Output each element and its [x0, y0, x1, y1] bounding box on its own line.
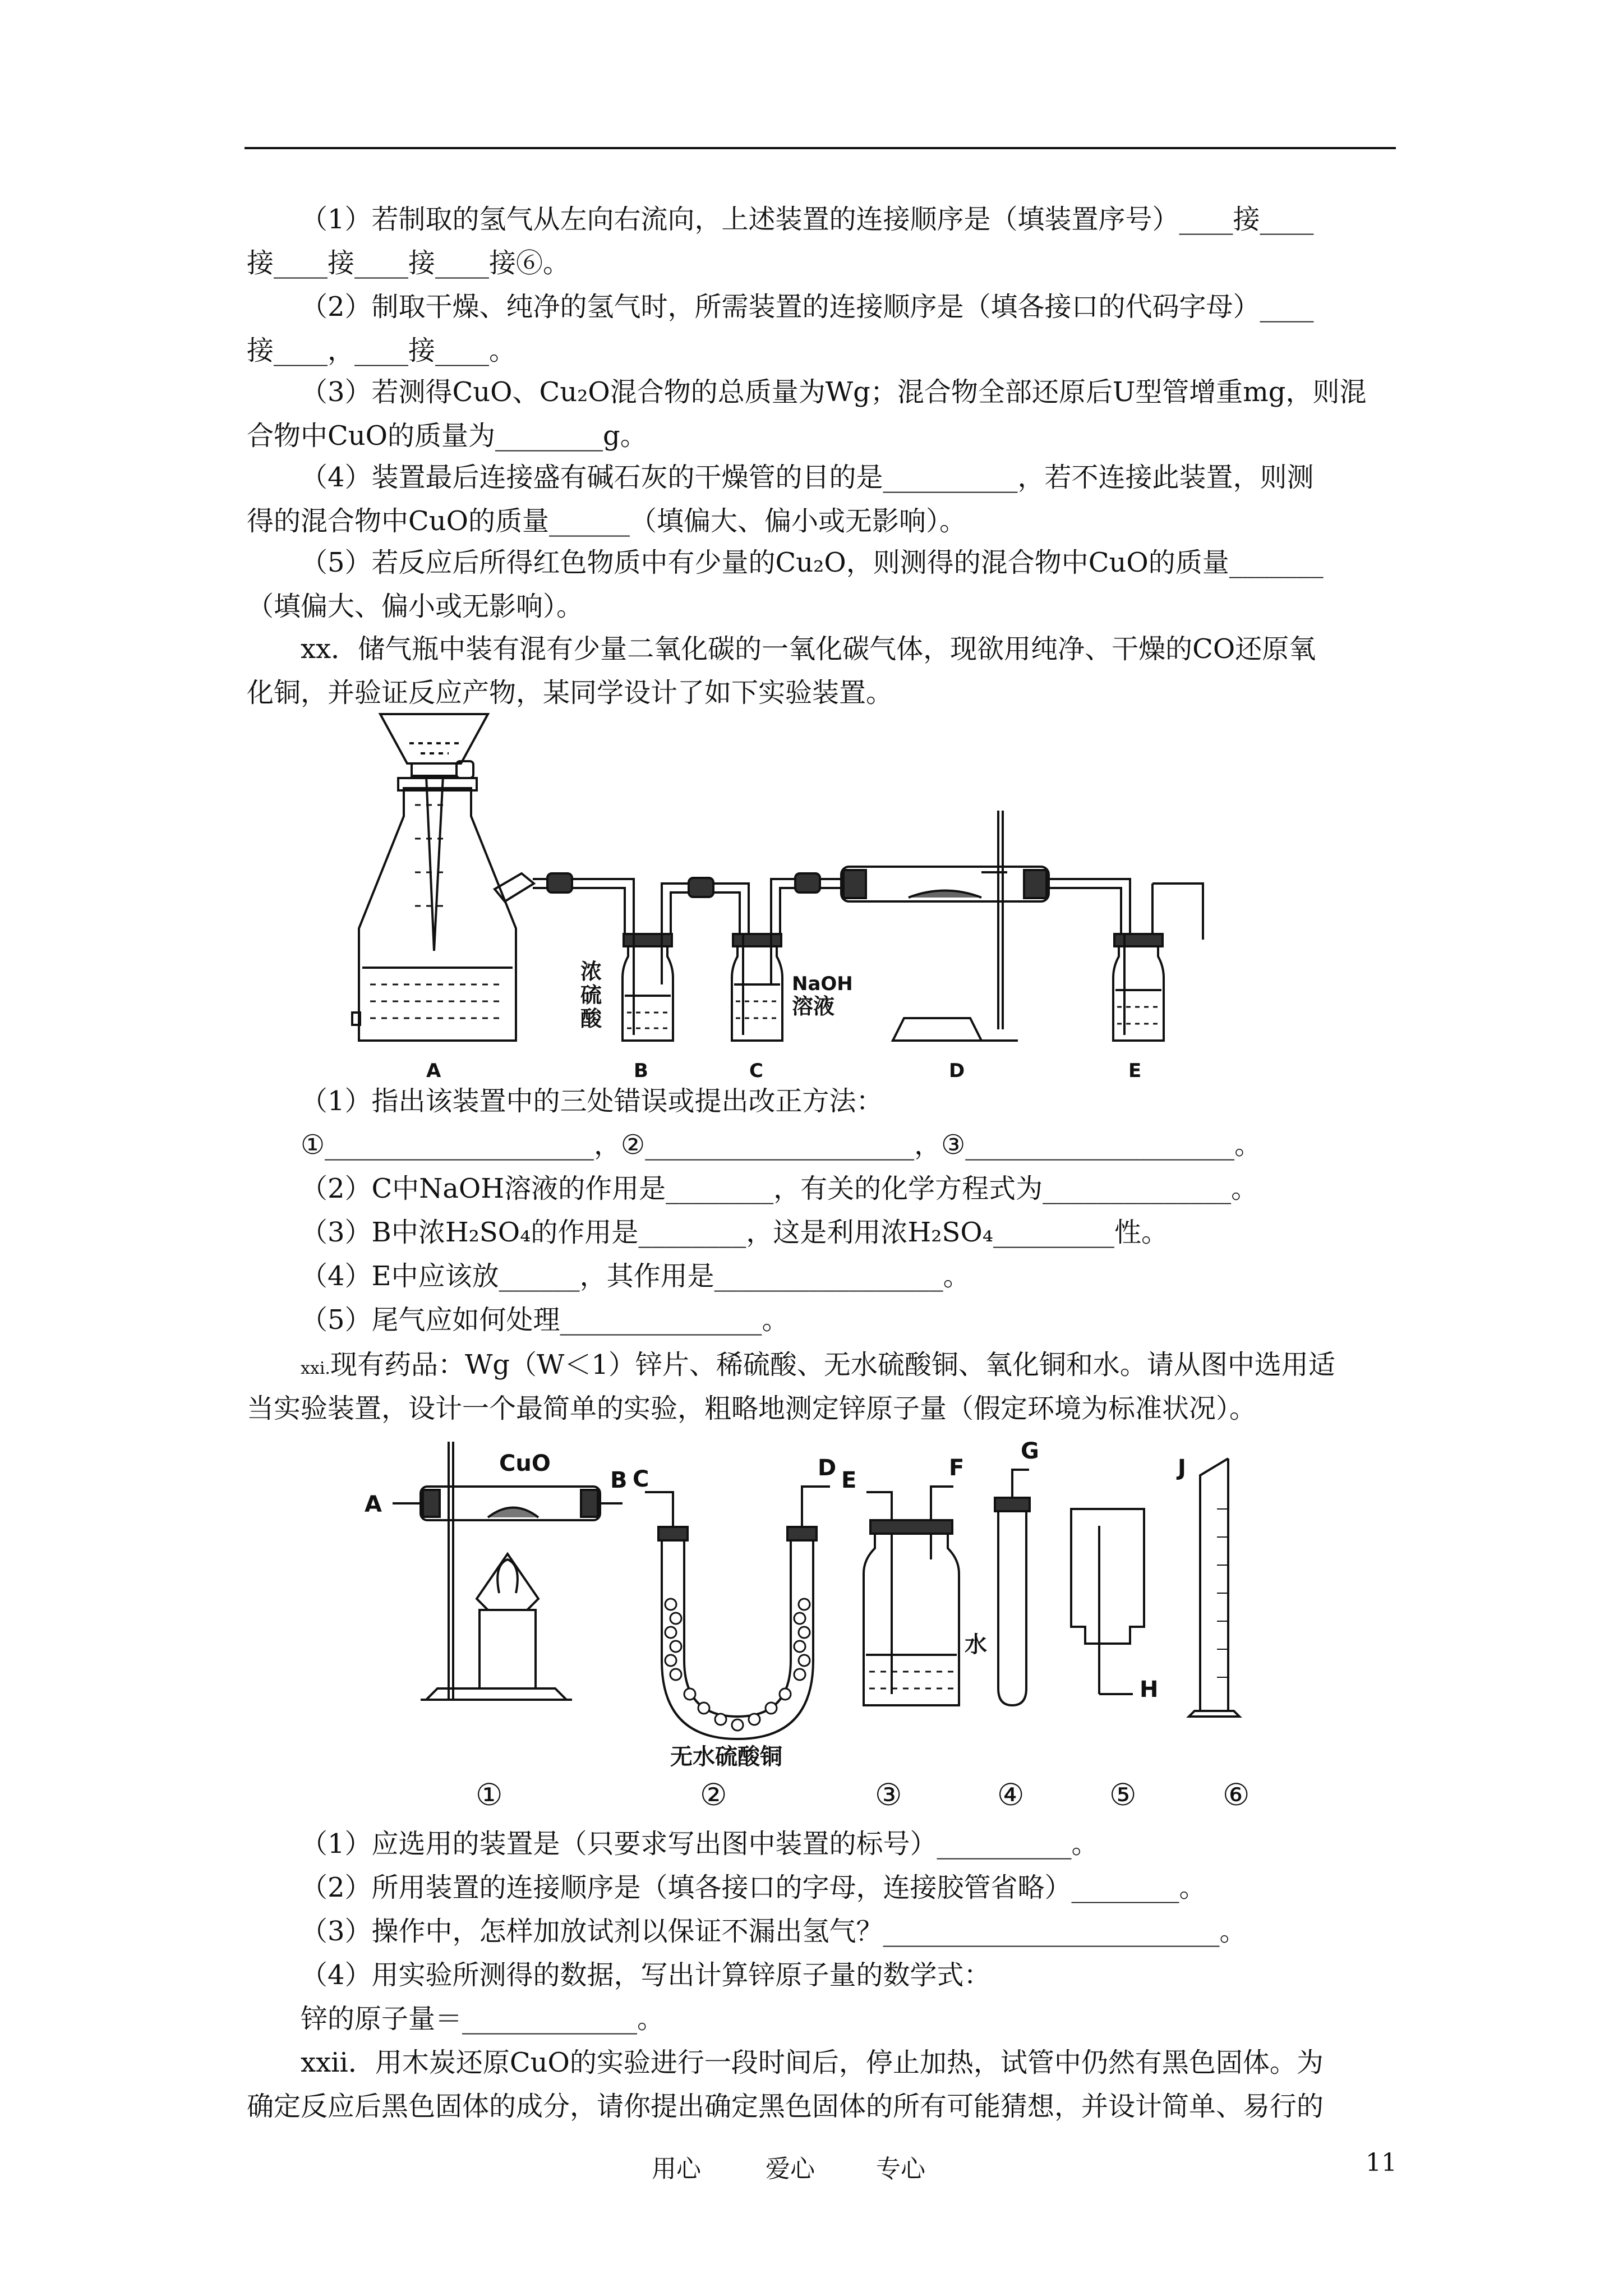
- device-number-1: ①: [476, 1777, 503, 1812]
- q21-number: xxi.: [301, 1359, 330, 1378]
- q20-sub4: （4）E中应该放______，其作用是_________________。: [301, 1260, 970, 1292]
- q21-sub4: （4）用实验所测得的数据，写出计算锌原子量的数学式：: [301, 1959, 991, 1991]
- q19-part4-line1: （4）装置最后连接盛有碱石灰的干燥管的目的是__________，若不连接此装置，则测: [301, 462, 1314, 493]
- footer-motto-3: 专心: [876, 2155, 925, 2183]
- q19-part5-line2: （填偏大、偏小或无影响）。: [247, 591, 584, 622]
- label-c: C: [749, 1060, 763, 1082]
- funnel-bowl: [380, 714, 488, 763]
- q20-sub1-blanks: ①____________________，②____________________，③____________________。: [301, 1129, 1262, 1161]
- q20-sub1: （1）指出该装置中的三处错误或提出改正方法：: [301, 1085, 883, 1117]
- q19-part1-line1: （1）若制取的氢气从左向右流向，上述装置的连接顺序是（填装置序号）____接____: [301, 204, 1314, 235]
- label-cuo: CuO: [499, 1451, 551, 1476]
- q19-part2-line1: （2）制取干燥、纯净的氢气时，所需装置的连接顺序是（填各接口的代码字母）____: [301, 291, 1314, 323]
- port-f: F: [949, 1455, 965, 1481]
- q19-part4-line2: 得的混合物中CuO的质量______（填偏大、偏小或无影响）。: [247, 505, 966, 537]
- device-number-4: ④: [997, 1777, 1025, 1812]
- q20-intro-line2: 化铜，并验证反应产物，某同学设计了如下实验装置。: [247, 677, 893, 708]
- label-c-reagent-1: NaOH: [792, 973, 853, 995]
- port-e: E: [841, 1467, 857, 1493]
- label-cuso4: 无水硫酸铜: [670, 1744, 782, 1770]
- q21-sub4-formula: 锌的原子量＝_____________。: [301, 2003, 665, 2035]
- q20-intro-line1: xx．储气瓶中装有混有少量二氧化碳的一氧化碳气体，现欲用纯净、干燥的CO还原氧: [301, 633, 1316, 665]
- q21-intro-line2: 当实验装置，设计一个最简单的实验，粗略地测定锌原子量（假定环境为标准状况）。: [247, 1393, 1257, 1424]
- flask-a: [359, 788, 516, 1041]
- device-number-5: ⑤: [1109, 1777, 1137, 1812]
- q22-line1: xxii．用木炭还原CuO的实验进行一段时间后，停止加热，试管中仍然有黑色固体。为: [301, 2047, 1324, 2078]
- q22-line2: 确定反应后黑色固体的成分，请你提出确定黑色固体的所有可能猜想，并设计简单、易行的: [247, 2091, 1324, 2122]
- footer-motto-1: 用心: [652, 2155, 701, 2183]
- q20-sub5: （5）尾气应如何处理_______________。: [301, 1304, 789, 1336]
- port-h: H: [1140, 1677, 1159, 1703]
- device-number-2: ②: [700, 1777, 727, 1812]
- q19-part3-line2: 合物中CuO的质量为________g。: [247, 420, 647, 452]
- funnel-stem: [426, 776, 443, 951]
- label-c-reagent-2: 溶液: [792, 994, 835, 1019]
- q21-sub3: （3）操作中，怎样加放试剂以保证不漏出氢气？_________________________。: [301, 1916, 1247, 1947]
- header-rule: [245, 147, 1396, 149]
- page-number: 11: [1366, 2148, 1397, 2177]
- q21-apparatus-figure: [359, 1425, 1267, 1784]
- port-d: D: [818, 1455, 837, 1481]
- label-b: B: [634, 1060, 648, 1082]
- q19-part3-line1: （3）若测得CuO、Cu₂O混合物的总质量为Wg；混合物全部还原后U型管增重mg，则混: [301, 376, 1367, 408]
- port-b: B: [610, 1467, 628, 1493]
- port-j: J: [1178, 1455, 1186, 1481]
- label-b-reagent-2: 硫: [580, 983, 602, 1007]
- q21-device-numbers: [0, 1777, 1623, 1816]
- q21-sub2: （2）所用装置的连接顺序是（填各接口的字母，连接胶管省略）________。: [301, 1872, 1206, 1903]
- q19-part2-line2: 接____，____接____。: [247, 335, 517, 366]
- q20-apparatus-figure: [336, 704, 1234, 1085]
- label-water: 水: [965, 1632, 987, 1658]
- footer-motto-2: 爱心: [766, 2155, 815, 2183]
- port-g: G: [1021, 1438, 1039, 1464]
- label-b-reagent-1: 浓: [580, 959, 602, 984]
- device-number-6: ⑥: [1223, 1777, 1250, 1812]
- label-d: D: [949, 1060, 965, 1082]
- q20-sub2: （2）C中NaOH溶液的作用是________，有关的化学方程式为______________。: [301, 1173, 1258, 1204]
- port-a: A: [365, 1492, 382, 1517]
- q21-intro-line1: [247, 1342, 1402, 1392]
- q21-sub1: （1）应选用的装置是（只要求写出图中装置的标号）__________。: [301, 1828, 1099, 1860]
- label-b-reagent-3: 酸: [580, 1006, 602, 1031]
- label-e: E: [1128, 1060, 1142, 1082]
- label-a: A: [426, 1060, 441, 1082]
- q21-intro-text: 现有药品：Wg（W＜1）锌片、稀硫酸、无水硫酸铜、氧化铜和水。请从图中选用适: [330, 1349, 1335, 1381]
- q19-part1-line2: 接____接____接____接⑥。: [247, 247, 570, 279]
- port-c: C: [633, 1466, 649, 1492]
- device-number-3: ③: [875, 1777, 902, 1812]
- q20-sub3: （3）B中浓H₂SO₄的作用是________，这是利用浓H₂SO₄_________性。: [301, 1217, 1168, 1248]
- q19-part5-line1: （5）若反应后所得红色物质中有少量的Cu₂O，则测得的混合物中CuO的质量_______: [301, 547, 1324, 578]
